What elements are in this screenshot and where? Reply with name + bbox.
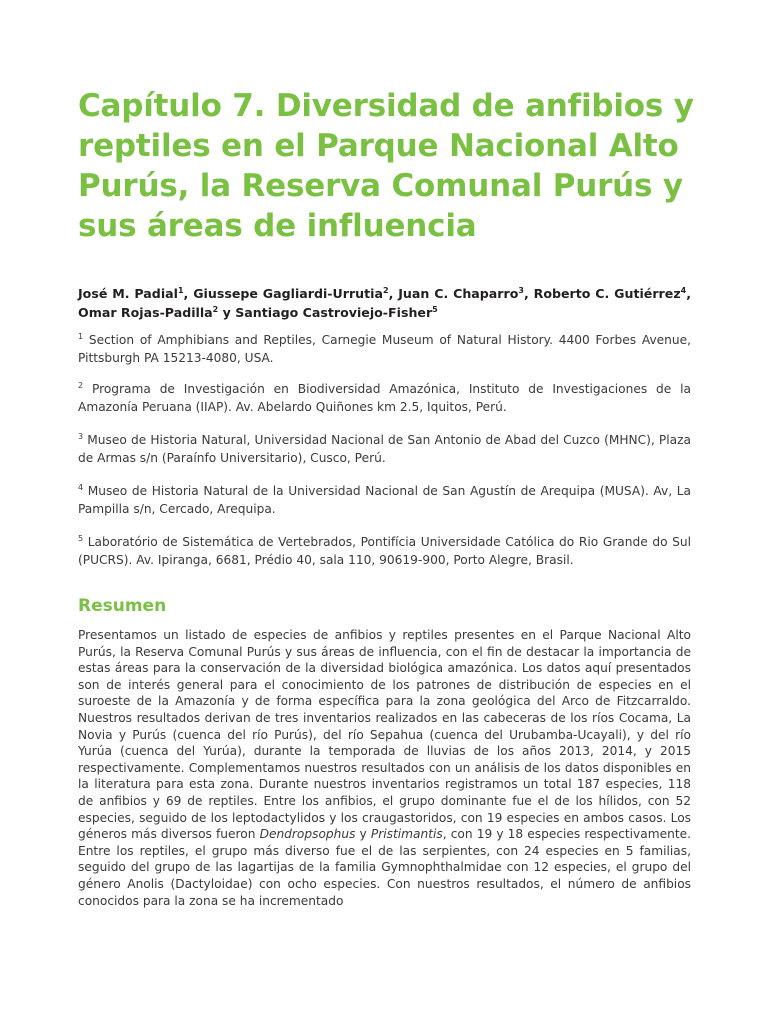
affiliation: $^5$ Laboratório de Sistemática de Vertebrados, Pontifícia Universidade Católica do Rio Grande do Sul (PUCRS). Av. Ipiranga, 6681, Prédio 40, sala 110, 90619-900, Porto Alegre, Brasil. — [78, 534, 691, 567]
author: Roberto C. Gutiérrez$^4$, — [533, 286, 692, 301]
author: José M. Padial$^1$, — [78, 286, 194, 301]
author: Omar Rojas-Padilla$^2$ y — [78, 305, 236, 320]
author: Santiago Castroviejo-Fisher$^5$ — [235, 305, 438, 320]
author: Juan C. Chaparro$^3$, — [398, 286, 534, 301]
genus-name: Dendropsophus — [259, 827, 356, 842]
affiliation-list — [78, 331, 691, 584]
chapter-title: Capítulo 7. Diversidad de anfibios y reptiles en el Parque Nacional Alto Purús, la Reserva Comunal Purús y sus áreas de influencia — [78, 88, 694, 244]
genus-name: Pristimantis — [370, 827, 443, 842]
affiliation: $^2$ Programa de Investigación en Biodiversidad Amazónica, Instituto de Investigaciones de la Amazonía Peruana (IIAP). Av. Abelardo Quiñones km 2.5, Iquitos, Perú. — [78, 381, 691, 414]
affiliation: $^3$ Museo de Historia Natural, Universidad Nacional de San Antonio de Abad del Cuzco (MHNC), Plaza de Armas s/n (Paraínfo Universitario), Cusco, Perú. — [78, 432, 692, 465]
resumen-heading: Resumen — [78, 596, 167, 616]
affiliation: $^4$ Museo de Historia Natural de la Universidad Nacional de San Agustín de Arequipa (MUSA). Av, La Pampilla s/n, Cercado, Arequipa. — [78, 483, 692, 516]
author-list — [78, 284, 691, 322]
author: Giussepe Gagliardi-Urrutia$^2$, — [193, 286, 399, 301]
resumen-body: Presentamos un listado de especies de anfibios y reptiles presentes en el Parque Nacional Alto Purús, la Reserva Comunal Purús y sus áreas de influencia, con el fin de destacar la importancia de estas áreas para la conservación de la diversidad biológica amazónica. Los datos aquí presentados son de interés general para el conocimiento de los patrones de distribución de especies en el suroeste de la Amazonía y de forma específica para la zona geológica del Arco de Fitzcarraldo. Nuestros resultados derivan de tres inventarios realizados en las cabeceras de los ríos Cocama, La Novia y Purús (cuenca del río Purús), del río Sepahua (cuenca del Urubamba-Ucayali), y del río Yurúa (cuenca del Yurúa), durante la temporada de lluvias de los años 2013, 2014, y 2015 respectivamente. Complementamos nuestros resultados con un análisis de los datos disponibles en la literatura para esta zona. Durante nuestros inventarios registramos un total 187 especies, 118 de anfibios y 69 de reptiles. Entre los anfibios, el grupo dominante fue el de los hílidos, con 52 especies, seguido de los leptodactylidos y los craugastoridos, con 19 especies en ambos casos. Los géneros más diversos fueron Dendropsophus y Pristimantis, con 19 y 18 especies respectivamente. Entre los reptiles, el grupo más diverso fue el de las serpientes, con 24 especies en 5 familias, seguido del grupo de las lagartijas de la familia Gymnophthalmidae con 12 especies, el grupo del género Anolis (Dactyloidae) con ocho especies. Con nuestros resultados, el número de anfibios conocidos para la zona se ha incrementado — [78, 628, 691, 908]
affiliation: $^1$ Section of Amphibians and Reptiles, Carnegie Museum of Natural History. 4400 Forbes Avenue, Pittsburgh PA 15213-4080, USA. — [78, 332, 691, 365]
